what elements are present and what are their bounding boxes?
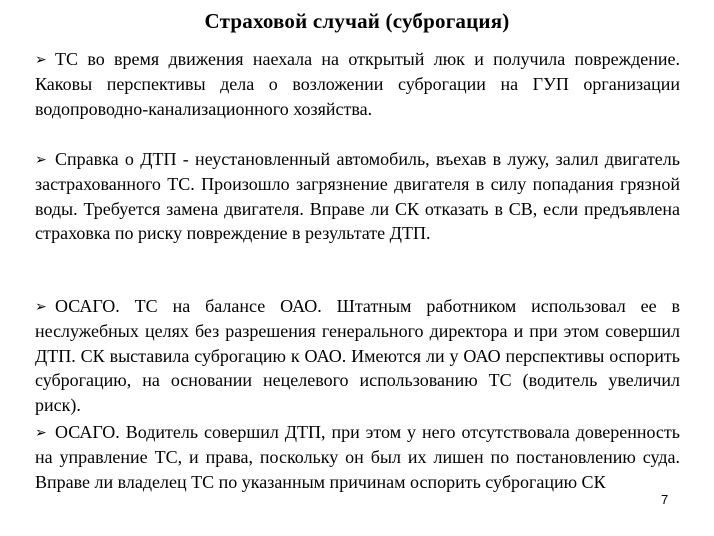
page-number: 7: [661, 492, 669, 507]
list-item: [35, 147, 680, 246]
arrow-bullet-icon: ➢: [35, 152, 47, 168]
list-item: [35, 420, 680, 494]
list-item-text: ОСАГО. Водитель совершил ДТП, при этом у него отсутствовала доверенность на управление ТС, и права, поскольку он был их лишен по постановлению суда. Вправе ли владелец ТС по указанным причинам оспорить суброгацию СК: [35, 422, 680, 492]
list-item-text: ОСАГО. ТС на балансе ОАО. Штатным работником использовал ее в неслужебных целях без разрешения генерального директора и при этом совершил ДТП. СК выставила суброгацию к ОАО. Имеются ли у ОАО перспективы оспорить суброгацию, на основании нецелевого использованию ТС (водитель увеличил риск).: [35, 296, 680, 415]
arrow-bullet-icon: ➢: [35, 425, 47, 441]
arrow-bullet-icon: ➢: [35, 299, 47, 315]
list-item-text: Справка о ДТП - неустановленный автомобиль, въехав в лужу, залил двигатель застрахованного ТС. Произошло загрязнение двигателя в силу попадания грязной воды. Требуется замена двигателя. Вправе ли СК отказать в СВ, если предъявлена страховка по риску повреждение в результате ДТП.: [35, 149, 680, 244]
list-item: [35, 47, 680, 121]
arrow-bullet-icon: ➢: [35, 52, 47, 68]
list-item-text: ТС во время движения наехала на открытый люк и получила повреждение. Каковы перспективы дела о возложении суброгации на ГУП организации водопроводно-канализационного хозяйства.: [35, 49, 680, 119]
slide-title: Страховой случай (суброгация): [204, 9, 510, 33]
list-item: [35, 294, 680, 417]
